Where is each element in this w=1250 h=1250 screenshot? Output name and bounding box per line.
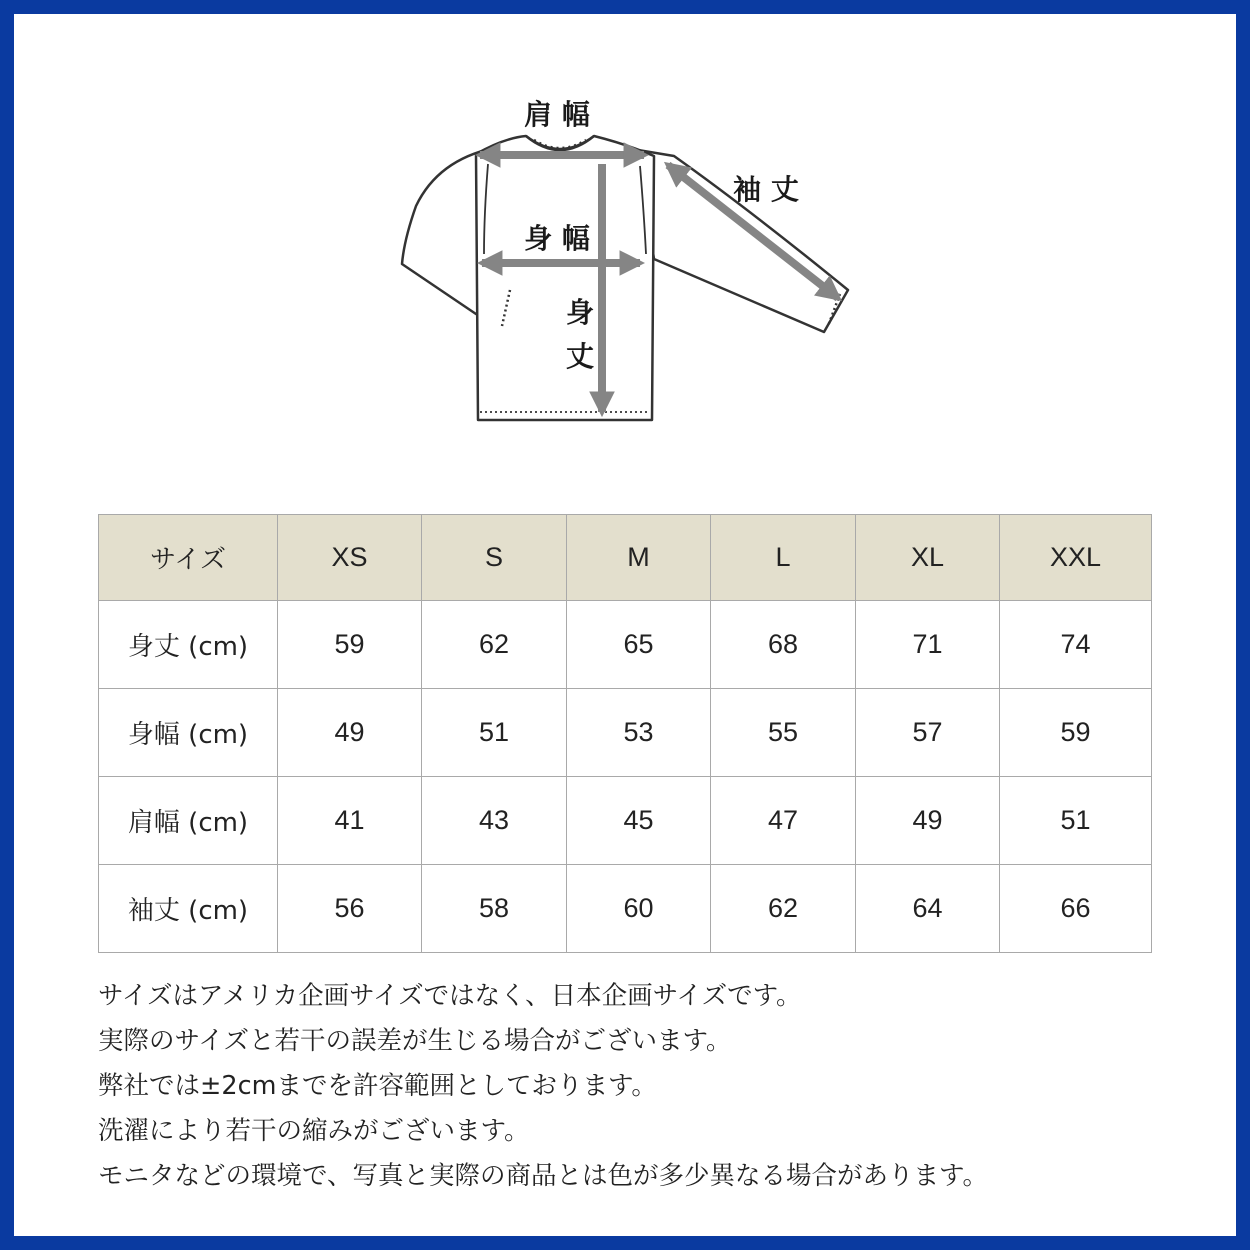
table-cell: 51	[422, 689, 567, 777]
table-cell: 41	[278, 777, 422, 865]
table-cell: 59	[278, 601, 422, 689]
table-cell: 58	[422, 865, 567, 953]
note-line: 弊社では±2cmまでを許容範囲としております。	[98, 1071, 657, 1101]
table-cell: 57	[856, 689, 1000, 777]
label-body-width: 身 幅	[524, 222, 590, 255]
row-label: 身丈 (cm)	[99, 601, 278, 689]
table-cell: 45	[567, 777, 711, 865]
table-cell: 62	[422, 601, 567, 689]
table-cell: 74	[1000, 601, 1152, 689]
note-line: 実際のサイズと若干の誤差が生じる場合がございます。	[98, 1026, 732, 1056]
table-cell: 53	[567, 689, 711, 777]
header-size-l: L	[711, 515, 856, 601]
table-cell: 65	[567, 601, 711, 689]
label-body-length-1: 身	[565, 296, 595, 329]
table-row-sleeve-length	[99, 865, 1152, 953]
header-size-xxl: XXL	[1000, 515, 1152, 601]
table-row-shoulder-width	[99, 777, 1152, 865]
size-table	[98, 514, 1152, 953]
header-size-xs: XS	[278, 515, 422, 601]
table-cell: 47	[711, 777, 856, 865]
size-chart-card	[14, 14, 1236, 1236]
table-cell: 71	[856, 601, 1000, 689]
table-row-body-width	[99, 689, 1152, 777]
note-line: モニタなどの環境で、写真と実際の商品とは色が多少異なる場合があります。	[98, 1161, 988, 1191]
header-size-label: サイズ	[99, 515, 278, 601]
table-cell: 59	[1000, 689, 1152, 777]
table-cell: 43	[422, 777, 567, 865]
label-shoulder-width: 肩 幅	[524, 98, 590, 131]
table-cell: 62	[711, 865, 856, 953]
header-size-m: M	[567, 515, 711, 601]
garment-measurement-diagram	[14, 14, 1236, 474]
table-cell: 56	[278, 865, 422, 953]
table-cell: 60	[567, 865, 711, 953]
table-row-body-length	[99, 601, 1152, 689]
table-cell: 68	[711, 601, 856, 689]
table-cell: 66	[1000, 865, 1152, 953]
table-cell: 49	[278, 689, 422, 777]
header-size-s: S	[422, 515, 567, 601]
note-line: 洗濯により若干の縮みがございます。	[98, 1116, 530, 1146]
table-header-row	[99, 515, 1152, 601]
table-cell: 55	[711, 689, 856, 777]
table-cell: 64	[856, 865, 1000, 953]
header-size-xl: XL	[856, 515, 1000, 601]
row-label: 袖丈 (cm)	[99, 865, 278, 953]
label-sleeve-length: 袖 丈	[733, 173, 799, 206]
table-cell: 51	[1000, 777, 1152, 865]
label-body-length-2: 丈	[565, 340, 595, 373]
size-notes	[98, 974, 988, 1199]
row-label: 肩幅 (cm)	[99, 777, 278, 865]
note-line: サイズはアメリカ企画サイズではなく、日本企画サイズです。	[98, 981, 802, 1011]
table-cell: 49	[856, 777, 1000, 865]
row-label: 身幅 (cm)	[99, 689, 278, 777]
